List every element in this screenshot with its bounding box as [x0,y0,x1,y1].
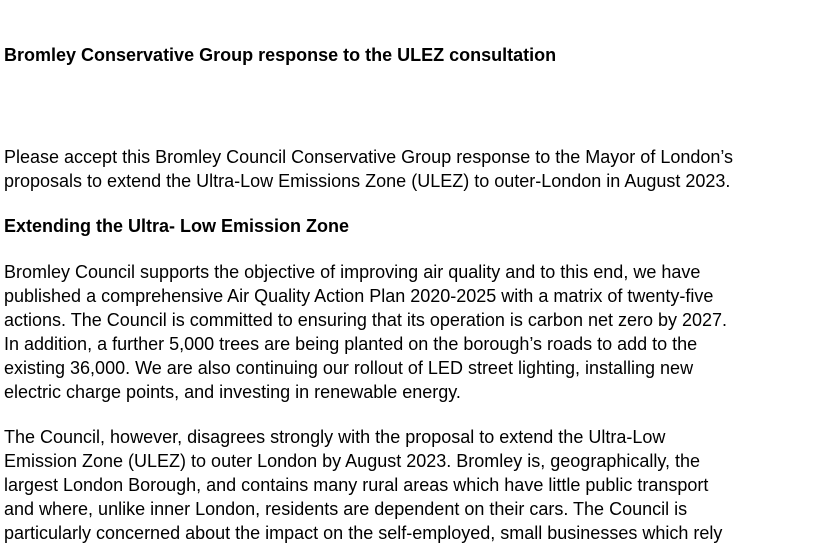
text-line: Please accept this Bromley Council Conservative Group response to the Mayor of London’s [4,147,734,167]
text-line: proposals to extend the Ultra-Low Emissions Zone (ULEZ) to outer-London in August 2023. [4,171,731,191]
text-line: largest London Borough, and contains many rural areas which have little public transport [4,475,709,495]
support-paragraph [4,260,727,404]
document-title: Bromley Conservative Group response to the ULEZ consultation [4,45,557,65]
text-line: and where, unlike inner London, residents are dependent on their cars. The Council is [4,499,688,519]
disagree-paragraph [4,425,722,545]
text-line: actions. The Council is committed to ensuring that its operation is carbon net zero by 2027. [4,310,728,330]
text-line: electric charge points, and investing in renewable energy. [4,382,461,402]
text-line: Emission Zone (ULEZ) to outer London by August 2023. Bromley is, geographically, the [4,451,701,471]
text-line: In addition, a further 5,000 trees are being planted on the borough’s roads to add to the [4,334,698,354]
text-line: published a comprehensive Air Quality Action Plan 2020-2025 with a matrix of twenty-five [4,286,714,306]
text-line: The Council, however, disagrees strongly with the proposal to extend the Ultra-Low [4,427,666,447]
intro-paragraph [4,145,733,193]
text-line: Bromley Council supports the objective of improving air quality and to this end, we have [4,262,701,282]
text-line: existing 36,000. We are also continuing our rollout of LED street lighting, installing new [4,358,694,378]
text-line: particularly concerned about the impact on the self-employed, small businesses which rely [4,523,723,543]
section-heading: Extending the Ultra- Low Emission Zone [4,216,350,236]
